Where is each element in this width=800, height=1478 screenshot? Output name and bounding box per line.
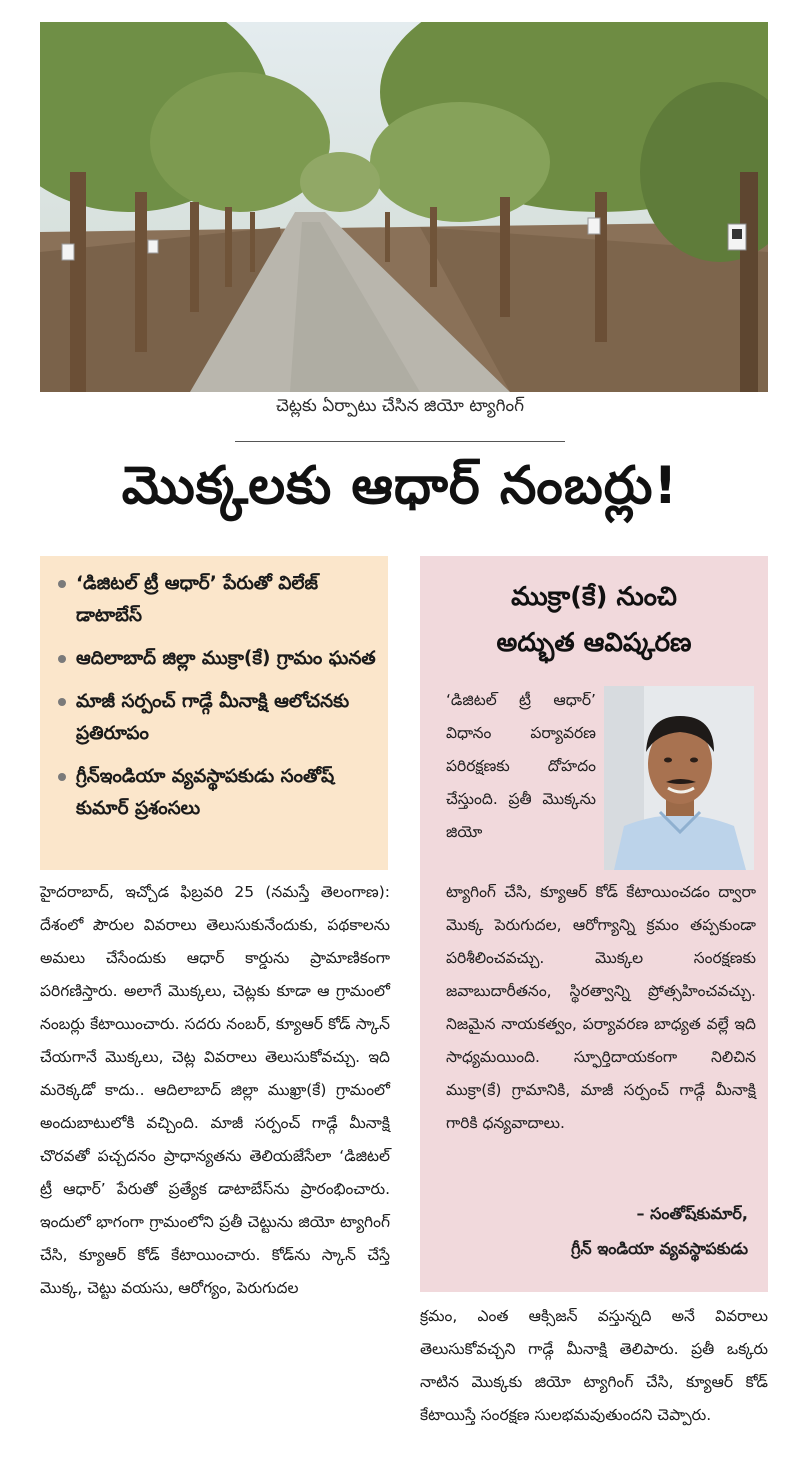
highlights-box	[40, 556, 388, 870]
highlight-item	[58, 643, 376, 675]
article-photo-tree-road	[40, 22, 768, 392]
sidebar-quote-box	[420, 556, 768, 1292]
highlight-item	[58, 761, 376, 825]
signature-role: గ్రీన్ ఇండియా వ్యవస్థాపకుడు	[571, 1239, 748, 1258]
bullet-dot-icon	[58, 580, 66, 588]
article-body-column-left: హైదరాబాద్, ఇచ్చోడ ఫిబ్రవరి 25 (నమస్తే తెలంగాణ): దేశంలో పౌరుల వివరాలు తెలుసుకునేందుకు, పథకాలను అమలు చేసేందుకు ఆధార్ కార్డును ప్రామాణికంగా పరిగణిస్తారు. అలాగే మొక్కలు, చెట్లకు కూడా ఆ గ్రామంలో నంబర్లు కేటాయించారు. సదరు నంబర్, క్యూఆర్ కోడ్ స్కాన్ చేయగానే మొక్కలు, చెట్ల వివరాలు తెలుసుకోవచ్చు. ఇది మరెక్కడో కాదు.. ఆదిలాబాద్ జిల్లా ముఖ్రా(కే) గ్రామంలో అందుబాటులోకి వచ్చింది. మాజీ సర్పంచ్ గాడ్గే మీనాక్షి చొరవతో పచ్చదనం ప్రాధాన్యతను తెలియజేసేలా ‘డిజిటల్ ట్రీ ఆధార్’ పేరుతో ప్రత్యేక డాటాబేస్‌ను ప్రారంభించారు. ఇందులో భాగంగా గ్రామంలోని ప్రతీ చెట్టును జియో ట్యాగింగ్ చేసి, క్యూఆర్ కోడ్ కేటాయించారు. కోడ్‌ను స్కాన్ చేస్తే మొక్క, చెట్టు వయసు, ఆరోగ్యం, పెరుగుదల	[40, 883, 390, 1297]
highlight-text: ‘డిజిటల్ ట్రీ ఆధార్’ పేరుతో విలేజ్ డాటాబేస్	[76, 573, 319, 626]
sidebar-quote-text-bottom: ట్యాగింగ్ చేసి, క్యూఆర్ కోడ్ కేటాయించడం ద్వారా మొక్క పెరుగుదల, ఆరోగ్యాన్ని క్రమం తప్పకుండా పరిశీలించవచ్చు. మొక్కల సంరక్షణకు జవాబుదారీతనం, స్థిరత్వాన్ని ప్రోత్సహించవచ్చు. నిజమైన నాయకత్వం, పర్యావరణ బాధ్యత వల్లే ఇది సాధ్యమయింది. స్ఫూర్తిదాయకంగా నిలిచిన ముక్రా(కే) గ్రామానికి, మాజీ సర్పంచ్ గాడ్గే మీనాక్షి గారికి ధన్యవాదాలు.	[446, 883, 756, 1132]
portrait-photo	[604, 686, 754, 870]
sidebar-quote-text-top: ‘డిజిటల్ ట్రీ ఆధార్’ విధానం పర్యావరణ పరిరక్షణకు దోహదం చేస్తుంది. ప్రతీ మొక్కను జియో	[446, 691, 596, 841]
highlight-text: మాజీ సర్పంచ్ గాడ్గే మీనాక్షి ఆలోచనకు ప్రతిరూపం	[76, 691, 350, 744]
sidebar-title-line1: ముక్రా(కే) నుంచి	[511, 582, 677, 612]
sidebar-title	[420, 574, 768, 666]
bullet-dot-icon	[58, 773, 66, 781]
highlight-item	[58, 568, 376, 632]
article-body-column-right: క్రమం, ఎంత ఆక్సిజన్ వస్తున్నది అనే వివరాలు తెలుసుకోవచ్చని గాడ్గే మీనాక్షి తెలిపారు. ప్రతీ ఒక్కరు నాటిన మొక్కకు జియో ట్యాగింగ్ చేసి, క్యూఆర్ కోడ్ కేటాయిస్తే సంరక్షణ సులభమవుతుందని చెప్పారు.	[420, 1307, 768, 1424]
photo-caption: చెట్లకు ఏర్పాటు చేసిన జియో ట్యాగింగ్	[275, 396, 525, 416]
caption-divider	[235, 441, 565, 442]
bullet-dot-icon	[58, 698, 66, 706]
highlight-item	[58, 686, 376, 750]
bullet-dot-icon	[58, 655, 66, 663]
headline: మొక్కలకు ఆధార్ నంబర్లు!	[121, 456, 679, 516]
highlight-text: ఆదిలాబాద్ జిల్లా ముక్రా(కే) గ్రామం ఘనత	[76, 648, 376, 669]
signature-name: – సంతోష్‌కుమార్,	[636, 1204, 748, 1223]
highlight-text: గ్రీన్‌ఇండియా వ్యవస్థాపకుడు సంతోష్ కుమార్ ప్రశంసలు	[76, 766, 335, 819]
sidebar-title-line2: అద్భుత ఆవిష్కరణ	[496, 628, 692, 658]
